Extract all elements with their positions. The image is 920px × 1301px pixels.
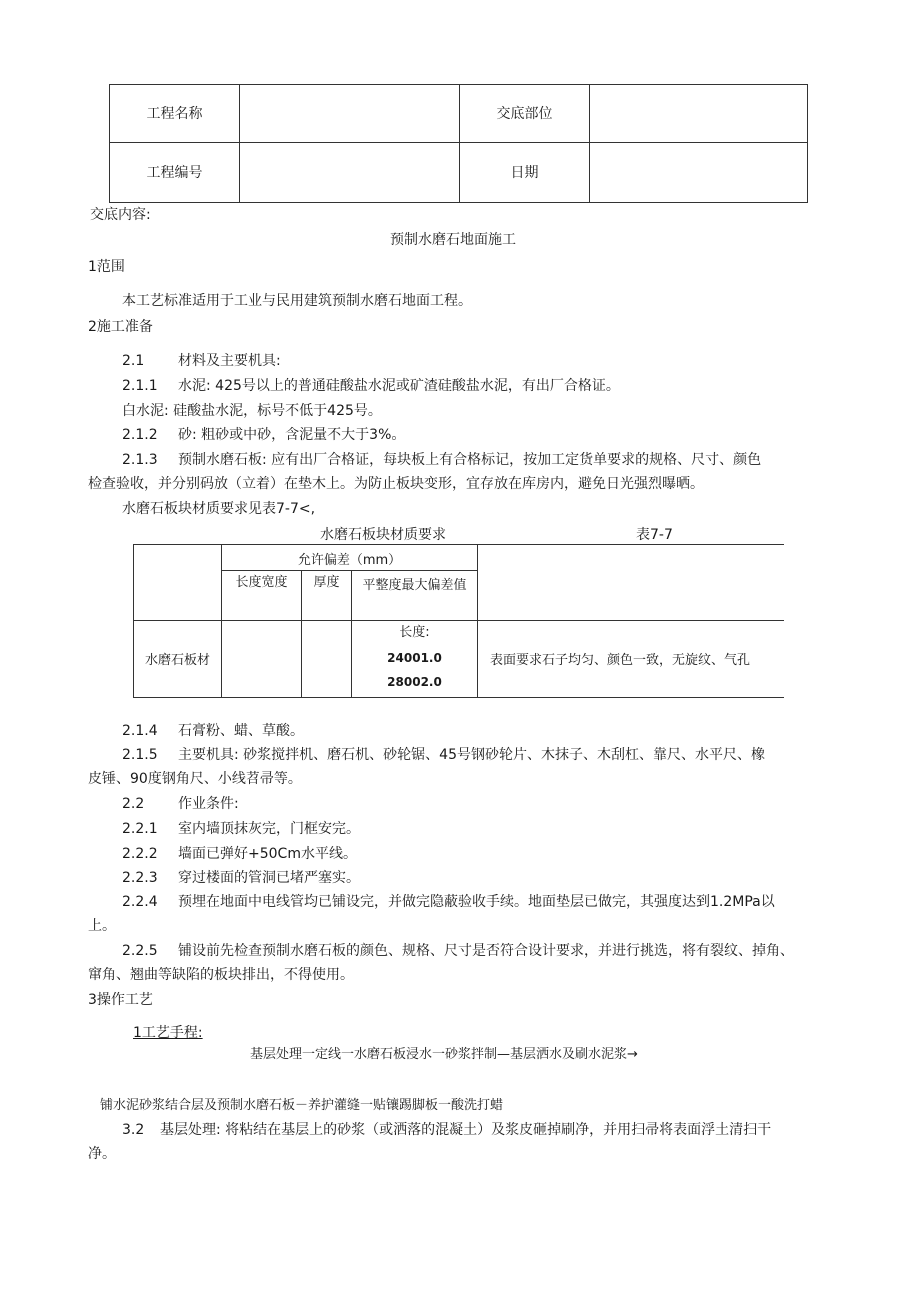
col-length-width: 长度宽度	[235, 575, 288, 590]
clause-text: 主要机具: 砂浆搅拌机、磨石机、砂轮锯、45号钢砂轮片、木抹子、木刮杠、靠尺、水平尺、橡	[178, 747, 765, 763]
table-reference: 水磨石板块材质要求见表7-7<,	[122, 501, 316, 517]
clause-text: 砂: 粗砂或中砂，含泥量不大于3%。	[178, 427, 406, 443]
material-table-bottom-rule	[133, 697, 784, 698]
tolerance-header: 允许偏差（mm）	[297, 553, 402, 568]
white-cement-text: 白水泥: 硅酸盐水泥，标号不低于425号。	[122, 403, 382, 419]
project-name-label: 工程名称	[146, 106, 203, 122]
clause-number: 2.1	[122, 353, 145, 369]
content-label: 交底内容:	[90, 207, 151, 223]
doc-title: 预制水磨石地面施工	[390, 232, 516, 248]
col-thickness: 厚度	[313, 575, 340, 590]
clause-text-continued: 窜角、翘曲等缺陷的板块排出，不得使用。	[88, 967, 354, 983]
handover-part-field[interactable]	[590, 105, 807, 123]
clause-number: 2.2.3	[122, 870, 158, 886]
clause-text: 铺设前先检查预制水磨石板的颜色、规格、尺寸是否符合设计要求，并进行挑选，将有裂纹、掉角、	[178, 943, 794, 959]
process-flow-line-2: 铺水泥砂浆结合层及预制水磨石板－养护灌缝一贴镶踢脚板一酸洗打蜡	[100, 1098, 504, 1113]
header-table-col-divider	[459, 84, 460, 203]
material-table-col-divider	[477, 544, 478, 698]
clause-text-continued: 上。	[88, 918, 116, 934]
section-1-heading: 1范围	[88, 259, 125, 275]
date-field[interactable]	[590, 164, 807, 182]
section-3-heading: 3操作工艺	[88, 992, 153, 1008]
date-label: 日期	[510, 165, 539, 181]
value-length-label: 长度:	[399, 625, 430, 640]
table-number: 表7-7	[636, 527, 673, 543]
clause-number: 2.1.3	[122, 452, 158, 468]
clause-text: 材料及主要机具:	[178, 353, 281, 369]
clause-text-continued: 净。	[88, 1146, 116, 1162]
value-line-2: 28002.0	[387, 675, 442, 689]
clause-text: 穿过楼面的管洞已堵严塞实。	[178, 870, 360, 886]
project-no-field[interactable]	[240, 164, 459, 182]
clause-number: 2.1.2	[122, 427, 158, 443]
material-table-header-rule	[133, 620, 784, 621]
clause-text: 预埋在地面中电线管均已铺设完，并做完隐蔽验收手续。地面垫层已做完，其强度达到1.2MPa以	[178, 894, 775, 910]
clause-text: 室内墙顶抹灰完，门框安完。	[178, 821, 360, 837]
clause-text: 作业条件:	[178, 796, 239, 812]
material-table-left-border	[133, 544, 134, 698]
clause-number: 2.1.5	[122, 747, 158, 763]
clause-text: 预制水磨石板: 应有出厂合格证，每块板上有合格标记，按加工定货单要求的规格、尺寸、颜色	[178, 452, 762, 468]
clause-text: 水泥: 425号以上的普通硅酸盐水泥或矿渣硅酸盐水泥，有出厂合格证。	[178, 378, 620, 394]
clause-number: 2.2.1	[122, 821, 158, 837]
flow-label: 1工艺手程:	[133, 1025, 203, 1041]
table-caption: 水磨石板块材质要求	[320, 527, 446, 543]
clause-text: 墙面已弹好+50Cm水平线。	[178, 846, 357, 862]
clause-text: 石膏粉、蜡、草酸。	[178, 723, 304, 739]
project-no-label: 工程编号	[146, 165, 203, 181]
clause-number: 2.1.4	[122, 723, 158, 739]
remark-text: 表面要求石子均匀、颜色一致，无旋纹、气孔	[490, 653, 751, 668]
header-table-col-divider	[589, 84, 590, 203]
value-line-1: 24001.0	[387, 651, 442, 665]
clause-number: 2.2.5	[122, 943, 158, 959]
clause-text-continued: 皮锤、90度钢角尺、小线苕帚等。	[88, 771, 302, 787]
clause-number: 2.2	[122, 796, 145, 812]
clause-number: 2.2.4	[122, 894, 158, 910]
section-1-text: 本工艺标准适用于工业与民用建筑预制水磨石地面工程。	[122, 293, 472, 309]
clause-number: 2.1.1	[122, 378, 158, 394]
header-table-col-divider	[239, 84, 240, 203]
clause-number: 3.2	[122, 1122, 145, 1138]
process-flow-line-1: 基层处理一定线一水磨石板浸水一砂浆拌制—基层洒水及刷水泥浆→	[250, 1047, 638, 1062]
row-label: 水磨石板材	[144, 653, 210, 668]
material-table-top-rule	[133, 544, 784, 545]
col-flatness: 平整度最大偏差值	[362, 578, 467, 593]
material-table-subheader-rule	[221, 570, 477, 571]
clause-number: 2.2.2	[122, 846, 158, 862]
handover-part-label: 交底部位	[496, 106, 553, 122]
section-2-heading: 2施工准备	[88, 319, 153, 335]
project-name-field[interactable]	[240, 105, 459, 123]
clause-text-continued: 检查验收，并分别码放（立着）在垫木上。为防止板块变形，宜存放在库房内，避免日光强烈曝晒。	[88, 476, 704, 492]
clause-text: 基层处理: 将粘结在基层上的砂浆（或洒落的混凝土）及浆皮砸掉刷净，并用扫帚将表面浮土清扫干	[160, 1122, 772, 1138]
